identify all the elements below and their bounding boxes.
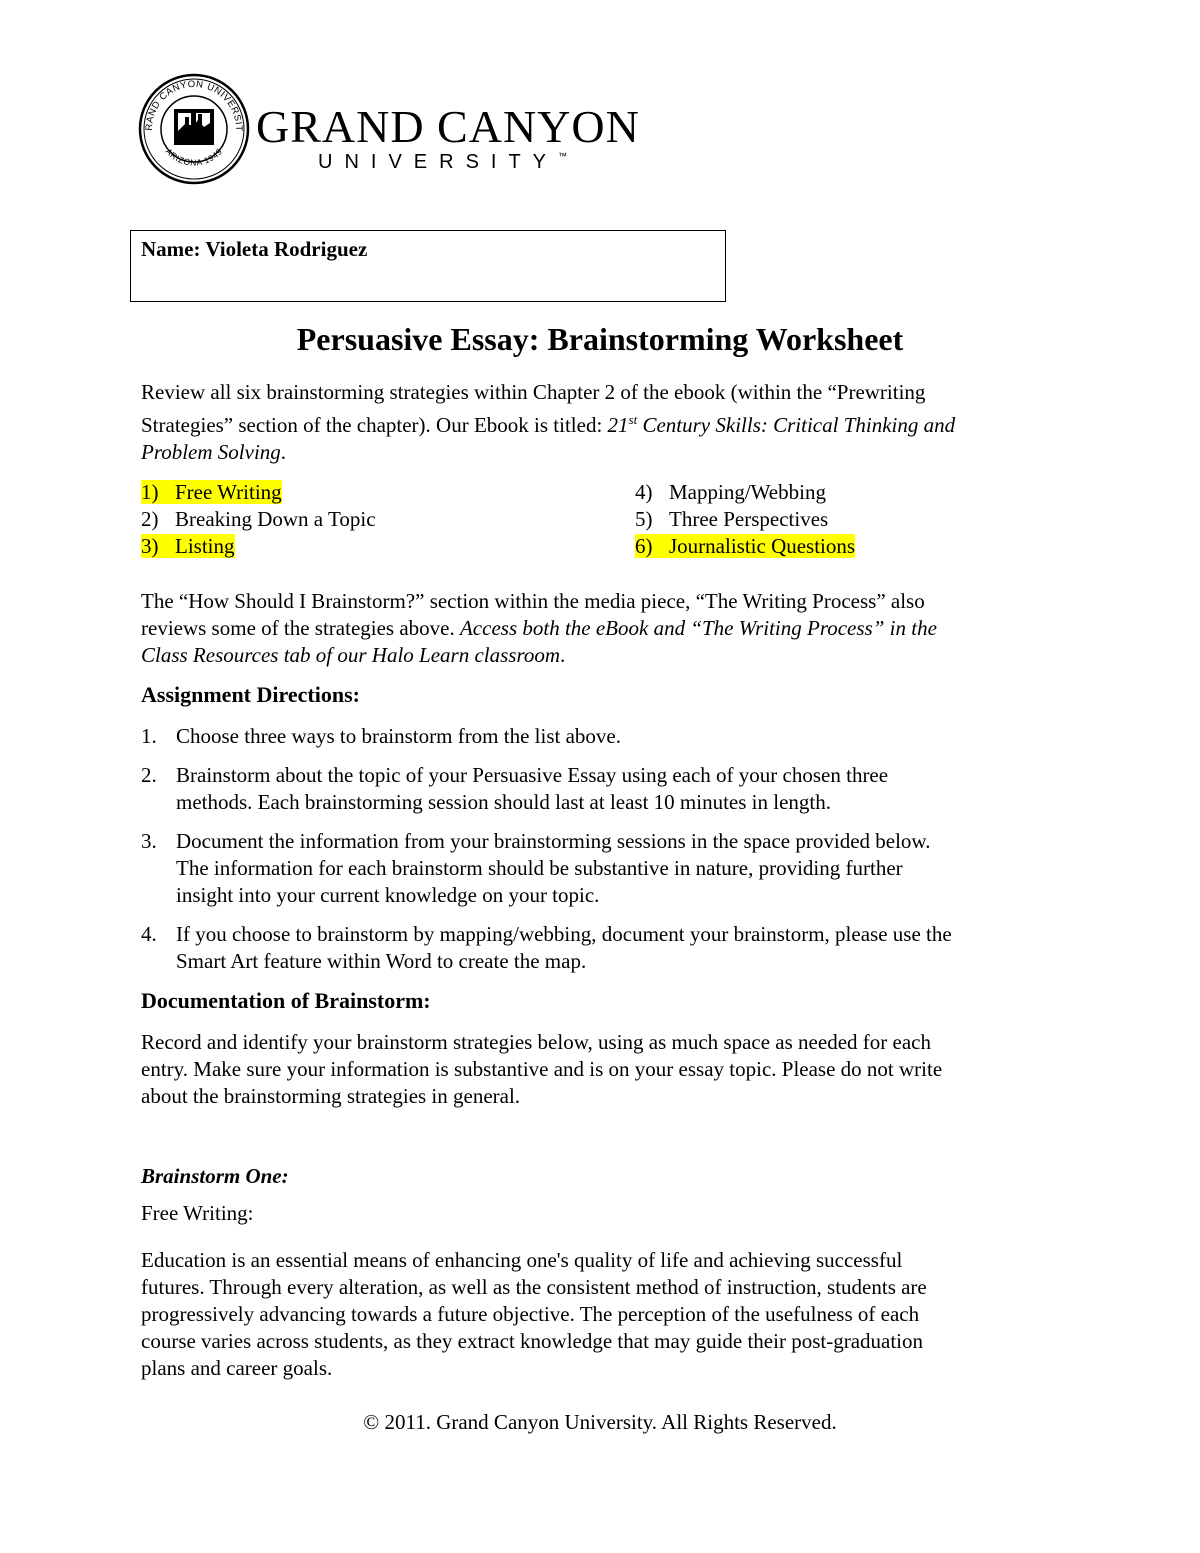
- brainstorm-one-heading: Brainstorm One:: [141, 1164, 289, 1188]
- document-title: Persuasive Essay: Brainstorming Worksheet: [296, 321, 904, 357]
- directions-item: 4. If you choose to brainstorm by mapping/webbing, document your brainstorm, please use the Smart Art feature within Word to create the map.: [141, 922, 952, 973]
- brainstorm-one-method: Free Writing:: [141, 1201, 254, 1225]
- assignment-directions-heading: Assignment Directions:: [141, 682, 360, 707]
- strategy-item: 1) Free Writing: [141, 480, 282, 504]
- strategy-list-left: [141, 479, 376, 560]
- copyright-footer: © 2011. Grand Canyon University. All Rights Reserved.: [363, 1410, 837, 1434]
- wordmark-title: GRAND CANYON: [256, 101, 640, 152]
- strategy-list-right: [635, 479, 855, 560]
- svg-text:GRAND CANYON UNIVERSITY: RAND CANYON UNIVERSIT: [143, 78, 245, 132]
- strategy-item: 4) Mapping/Webbing: [635, 480, 826, 504]
- name-field-text: Name: Violeta Rodriguez: [141, 237, 368, 261]
- intro-paragraph: Review all six brainstorming strategies within Chapter 2 of the ebook (within the “Prewriting Strategies” section of the chapter). Our Ebook is titled: 21st Century Skills: Critical Thinking and Problem Solving.: [141, 380, 956, 464]
- directions-item: 2. Brainstorm about the topic of your Persuasive Essay using each of your chosen three methods. Each brainstorming session should last at least 10 minutes in length.: [141, 763, 889, 814]
- directions-item: 1. Choose three ways to brainstorm from the list above.: [141, 724, 621, 748]
- media-paragraph: The “How Should I Brainstorm?” section within the media piece, “The Writing Process” also reviews some of the strategies above. Access both the eBook and “The Writing Process” in the Class Resources tab of our Halo Learn classroom.: [141, 589, 937, 667]
- strategy-item: 2) Breaking Down a Topic: [141, 507, 376, 531]
- strategy-item: 6) Journalistic Questions: [635, 534, 856, 558]
- wordmark-subtitle: UNIVERSITY™: [318, 151, 568, 173]
- name-field-box[interactable]: [130, 230, 726, 302]
- documentation-heading: Documentation of Brainstorm:: [141, 988, 431, 1013]
- brainstorm-one-text[interactable]: Education is an essential means of enhancing one's quality of life and achieving successful futures. Through every alteration, as well as the consistent method of instruction, students are progressively advancing towards a future objective. The perception of the usefulness of each course varies across students, as they extract knowledge that may guide their post-graduation plans and career goals.: [141, 1248, 927, 1380]
- documentation-paragraph: Record and identify your brainstorm strategies below, using as much space as needed for each entry. Make sure your information is substantive and is on your essay topic. Please do not write about the brainstorming strategies in general.: [141, 1030, 943, 1108]
- directions-item: 3. Document the information from your brainstorming sessions in the space provided below. The information for each brainstorm should be substantive in nature, providing further insight into your current knowledge on your topic.: [141, 829, 931, 907]
- strategy-item: 5) Three Perspectives: [635, 507, 829, 531]
- svg-text:ARIZONA 1949: ARIZONA 1949: [163, 146, 225, 168]
- strategy-item: 3) Listing: [141, 534, 235, 558]
- directions-list: [141, 723, 952, 975]
- university-seal-logo: [138, 73, 250, 185]
